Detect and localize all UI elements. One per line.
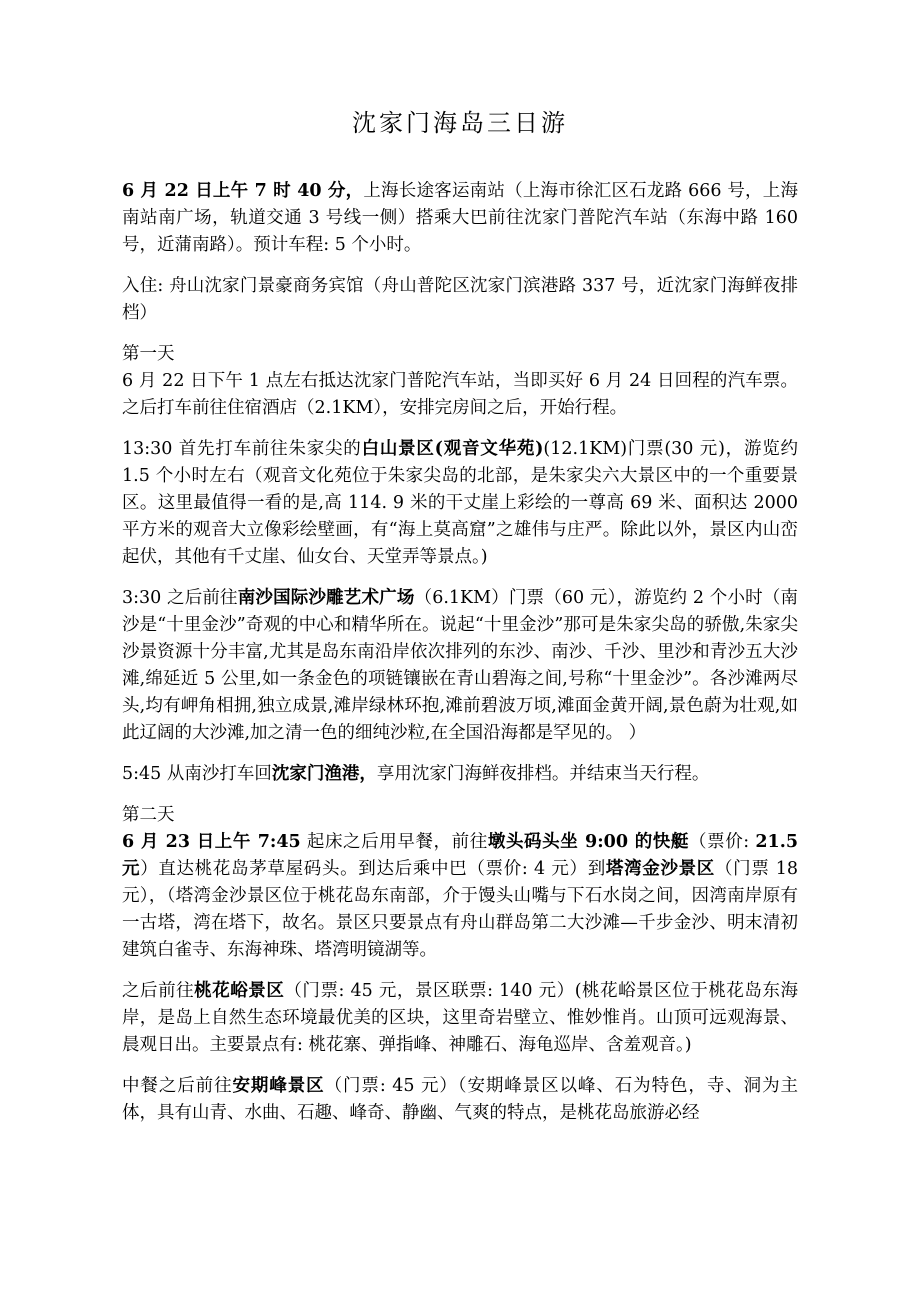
day2-morning-paragraph <box>122 829 798 964</box>
baishan-post: (12.1KM)门票(30 元)，游览约 1.5 个小时左右（观音文化苑位于朱家尖岛的北部，是朱家尖六大景区中的一个重要景区。这里最值得一看的是,高 114. 9 米的干丈崖上彩绘的一尊高 69 米、面积达 2000 平方米的观音大立像彩绘壁画，有“海上莫高窟”之雄伟与庄严。除此以外，景区内山峦起伏，其他有千丈崖、仙女台、天堂弄等景点。) <box>122 439 799 567</box>
taohuayu-pre: 之后前往 <box>122 981 195 1001</box>
day1-baishan-paragraph <box>122 436 798 571</box>
anqifeng-post: （门票: 45 元）（安期峰景区以峰、石为特色，寺、洞为主体，具有山青、水曲、石趣、峰奇、静幽、气爽的特点，是桃花岛旅游必经 <box>122 1076 799 1123</box>
return-port-name: 沈家门渔港， <box>271 764 377 784</box>
nansha-post: （6.1KM）门票（60 元），游览约 2 个小时（南沙是“十里金沙”奇观的中心和精华所在。说起“十里金沙”那可是朱家尖岛的骄傲,朱家尖沙景资源十分丰富,尤其是岛东南沿岸依次排列的东沙、南沙、千沙、里沙和青沙五大沙滩,绵延近 5 公里,如一条金色的项链镶嵌在青山碧海之间,号称“十里金沙”。各沙滩两尽头,均有岬角相拥,独立成景,滩岸绿林环抱,滩前碧波万顷,滩面金黄开阔,景色蔚为壮观,如此辽阔的大沙滩,加之清一色的细纯沙粒,在全国沿海都是罕见的。 ） <box>122 588 799 743</box>
day1-arrival-paragraph: 6 月 22 日下午 1 点左右抵达沈家门普陀汽车站，当即买好 6 月 24 日回程的汽车票。之后打车前往住宿酒店（2.1KM），安排完房间之后，开始行程。 <box>122 371 798 418</box>
document-title: 沈家门海岛三日游 <box>352 109 568 137</box>
day2-ferry: 墩头码头坐 9:00 的快艇 <box>487 832 690 852</box>
nansha-pre: 3:30 之后前往 <box>122 588 238 608</box>
taohuayu-name: 桃花峪景区 <box>194 981 285 1001</box>
day1-return-paragraph <box>122 761 798 788</box>
day2-ferry-price: 21.5 元 <box>122 832 798 879</box>
day2-taohuayu-paragraph <box>122 978 798 1059</box>
day2-datetime: 6 月 23 日上午 7:45 <box>122 832 301 852</box>
taohuayu-post: （门票: 45 元，景区联票: 140 元）(桃花峪景区位于桃花岛东海岸，是岛上自然生态环境最优美的区块，这里奇岩壁立、惟妙惟肖。山顶可远观海景、晨观日出。主要景点有: 桃花寨、弹指峰、神雕石、海龟巡岸、含羞观音。) <box>122 981 799 1055</box>
day2-morning-r4: （门票 18 元），（塔湾金沙景区位于桃花岛东南部，介于馒头山嘴与下石水岗之间，因湾南岸原有一古塔，湾在塔下，故名。景区只要景点有舟山群岛第二大沙滩—千步金沙、明末清初建筑白雀寺、东海神珠、塔湾明镜湖等。 <box>122 859 799 960</box>
return-pre: 5:45 从南沙打车回 <box>122 764 272 784</box>
day2-morning-r3: ）直达桃花岛茅草屋码头。到达后乘中巴（票价: 4 元）到 <box>140 859 606 879</box>
baishan-pre: 13:30 首先打车前往朱家尖的 <box>122 439 362 459</box>
intro-text: 上海长途客运南站（上海市徐汇区石龙路 666 号，上海南站南广场，轨道交通 3 号线一侧）搭乘大巴前往沈家门普陀汽车站（东海中路 160 号，近蒲南路）。预计车程: 5 个小时。 <box>122 181 798 255</box>
anqifeng-pre: 中餐之后前往 <box>122 1076 233 1096</box>
anqifeng-name: 安期峰景区 <box>232 1076 325 1096</box>
return-post: 享用沈家门海鲜夜排档。并结束当天行程。 <box>376 764 710 784</box>
document-body <box>122 108 798 1141</box>
day2-heading: 第二天 <box>122 805 175 825</box>
day2-anqifeng-paragraph <box>122 1073 798 1127</box>
day1-nansha-paragraph <box>122 585 798 747</box>
intro-paragraph <box>122 178 798 259</box>
day2-morning-r2: （票价: <box>689 832 756 852</box>
nansha-name: 南沙国际沙雕艺术广场 <box>237 588 415 608</box>
day1-heading: 第一天 <box>122 344 175 364</box>
tawan-name: 塔湾金沙景区 <box>605 859 715 879</box>
lodging-paragraph: 入住: 舟山沈家门景豪商务宾馆（舟山普陀区沈家门滨港路 337 号，近沈家门海鲜夜排档） <box>122 276 798 323</box>
intro-datetime: 6 月 22 日上午 7 时 40 分， <box>122 181 364 201</box>
baishan-name: 白山景区(观音文华苑) <box>361 439 544 459</box>
day2-morning-r1: 起床之后用早餐，前往 <box>300 832 488 852</box>
